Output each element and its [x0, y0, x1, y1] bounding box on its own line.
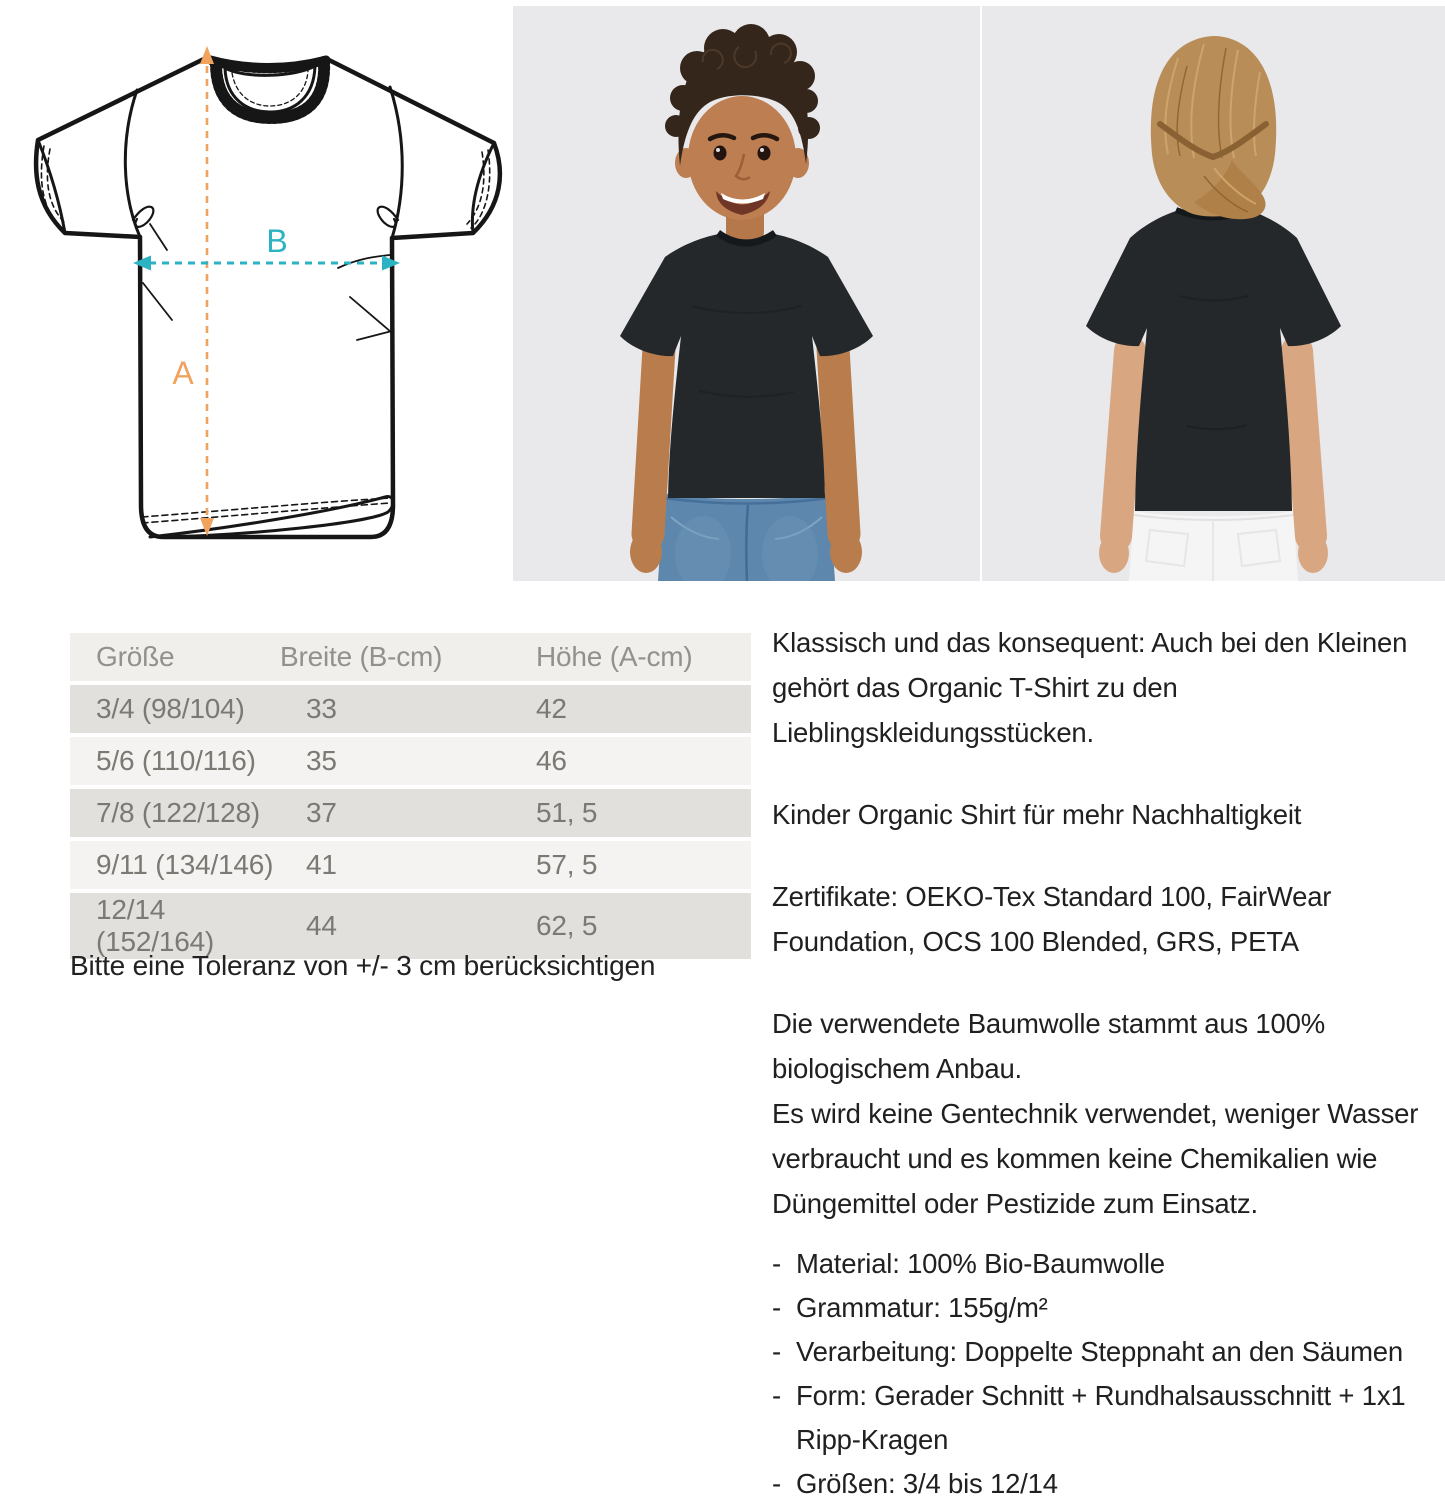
width-label: B	[266, 223, 288, 259]
col-header-size: Größe	[70, 633, 278, 681]
tolerance-note: Bitte eine Toleranz von +/- 3 cm berücksichtigen	[70, 950, 656, 981]
tshirt-outline	[36, 57, 500, 537]
bullet-dash: -	[772, 1380, 781, 1411]
table-row: 7/8 (122/128) 37 51, 5	[70, 789, 751, 837]
girl-back-illustration	[982, 6, 1445, 581]
size-table	[70, 629, 751, 963]
size-table-header-row	[70, 633, 751, 681]
boy-front-photo	[513, 6, 980, 581]
model-photos	[513, 6, 1445, 581]
chemicals-paragraph: Es wird keine Gentechnik verwendet, weniger Wasser verbraucht und es kommen keine Chemikalien wie Düngemittel oder Pestizide zum Einsatz.	[772, 1098, 1419, 1219]
bullet-dash: -	[772, 1292, 781, 1323]
cotton-paragraph: Die verwendete Baumwolle stammt aus 100% biologischem Anbau.	[772, 1008, 1325, 1084]
table-row: 5/6 (110/116) 35 46	[70, 737, 751, 785]
spec-item-sizes: - Größen: 3/4 bis 12/14	[772, 1462, 1424, 1499]
intro-paragraph: Klassisch und das konsequent: Auch bei den Kleinen gehört das Organic T-Shirt zu den Lieblingskleidungsstücken.	[772, 627, 1408, 748]
sustainability-line: Kinder Organic Shirt für mehr Nachhaltigkeit	[772, 799, 1302, 830]
certificates-paragraph: Zertifikate: OEKO-Tex Standard 100, FairWear Foundation, OCS 100 Blended, GRS, PETA	[772, 881, 1332, 957]
table-row: 12/14 (152/164) 44 62, 5	[70, 893, 751, 959]
bullet-dash: -	[772, 1468, 781, 1499]
table-row: 3/4 (98/104) 33 42	[70, 685, 751, 733]
tshirt-measure-diagram	[15, 15, 515, 570]
girl-back-photo	[982, 6, 1445, 581]
spec-item-material: - Material: 100% Bio-Baumwolle	[772, 1242, 1424, 1286]
spec-item-grammage: - Grammatur: 155g/m²	[772, 1286, 1424, 1330]
height-label: A	[172, 355, 194, 391]
product-description-text	[772, 620, 1424, 1499]
bullet-dash: -	[772, 1248, 781, 1279]
pants	[1129, 511, 1298, 581]
spec-item-finish: - Verarbeitung: Doppelte Steppnaht an den Säumen	[772, 1330, 1424, 1374]
table-row: 9/11 (134/146) 41 57, 5	[70, 841, 751, 889]
col-header-height: Höhe (A-cm)	[534, 633, 751, 681]
bullet-dash: -	[772, 1336, 781, 1367]
girl-hair	[1151, 36, 1276, 219]
spec-item-shape: - Form: Gerader Schnitt + Rundhalsausschnitt + 1x1 Ripp-Kragen	[772, 1374, 1424, 1462]
jeans	[658, 493, 835, 581]
col-header-width: Breite (B-cm)	[278, 633, 534, 681]
spec-list	[772, 1242, 1424, 1499]
boy-front-illustration	[513, 6, 980, 581]
